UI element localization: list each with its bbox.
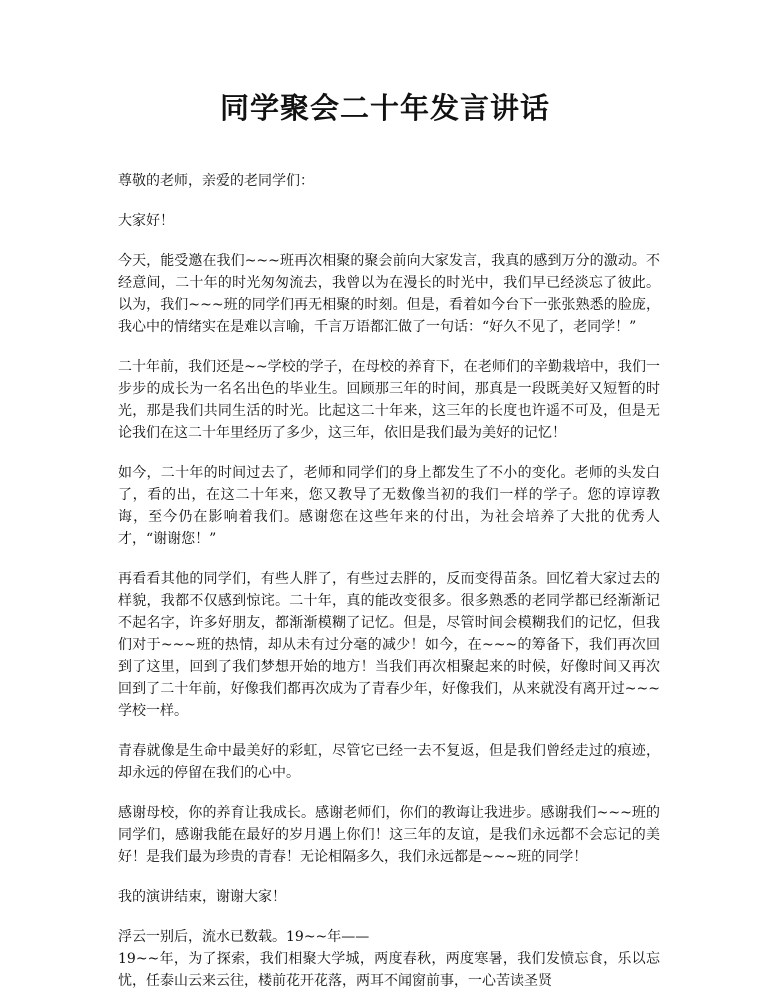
paragraph-second-speech-body: 19~~年，为了探索，我们相聚大学城，两度春秋，两度寒暑，我们发愤忘食，乐以忘忧，任泰山云来云往，楼前花开花落，两耳不闻窗前事，一心苦读圣贤 bbox=[118, 951, 660, 989]
paragraph-second-speech-heading: 浮云一别后，流水已数载。19~~年—— bbox=[118, 929, 370, 945]
paragraph-twenty-years-ago: 二十年前，我们还是~~学校的学子，在母校的养育下，在老师们的辛勤栽培中，我们一步步的成长为一名名出色的毕业生。回顾那三年的时间，那真是一段既美好又短暂的时光，那是我们共同生活的时光。比起这二十年来，这三年的长度也许遥不可及，但是无论我们在这二十年里经历了多少，这三年，依旧是我们最为美好的记忆！ bbox=[118, 359, 660, 441]
paragraph-opening: 今天，能受邀在我们~~~班再次相聚的聚会前向大家发言，我真的感到万分的激动。不经意间，二十年的时光匆匆流去，我曾以为在漫长的时光中，我们早已经淡忘了彼此。以为，我们~~~班的同学们再无相聚的时刻。但是，看着如今台下一张张熟悉的脸庞，我心中的情绪实在是难以言喻，千言万语都汇做了一句话：“好久不见了，老同学！” bbox=[118, 253, 660, 335]
document-body bbox=[118, 170, 660, 992]
paragraph-youth: 青春就像是生命中最美好的彩虹，尽管它已经一去不复返，但是我们曾经走过的痕迹，却永远的停留在我们的心中。 bbox=[118, 743, 660, 781]
salutation: 尊敬的老师，亲爱的老同学们： bbox=[118, 173, 314, 189]
paragraph-thanks: 感谢母校，你的养育让我成长。感谢老师们，你们的教诲让我进步。感谢我们~~~班的同学们，感谢我能在最好的岁月遇上你们！这三年的友谊，是我们永远都不会忘记的美好！是我们最为珍贵的青春！无论相隔多久，我们永远都是~~~班的同学！ bbox=[118, 805, 660, 865]
greeting: 大家好！ bbox=[118, 213, 174, 229]
paragraph-closing: 我的演讲结束，谢谢大家！ bbox=[118, 889, 286, 905]
paragraph-classmates: 再看看其他的同学们，有些人胖了，有些过去胖的，反而变得苗条。回忆着大家过去的样貌，我都不仅感到惊诧。二十年，真的能改变很多。很多熟悉的老同学都已经渐渐记不起名字，许多好朋友，都渐渐模糊了记忆。但是，尽管时间会模糊我们的记忆，但我们对于~~~班的热情，却从未有过分毫的减少！如今，在~~~的筹备下，我们再次回到了这里，回到了我们梦想开始的地方！当我们再次相聚起来的时候，好像时间又再次回到了二十年前，好像我们都再次成为了青春少年，好像我们，从来就没有离开过~~~学校一样。 bbox=[118, 571, 660, 719]
document-title: 同学聚会二十年发言讲话 bbox=[219, 91, 550, 125]
paragraph-teachers: 如今，二十年的时间过去了，老师和同学们的身上都发生了不小的变化。老师的头发白了，看的出，在这二十年来，您又教导了无数像当初的我们一样的学子。您的谆谆教诲，至今仍在影响着我们。感谢您在这些年来的付出，为社会培养了大批的优秀人才，“谢谢您！” bbox=[118, 465, 660, 547]
